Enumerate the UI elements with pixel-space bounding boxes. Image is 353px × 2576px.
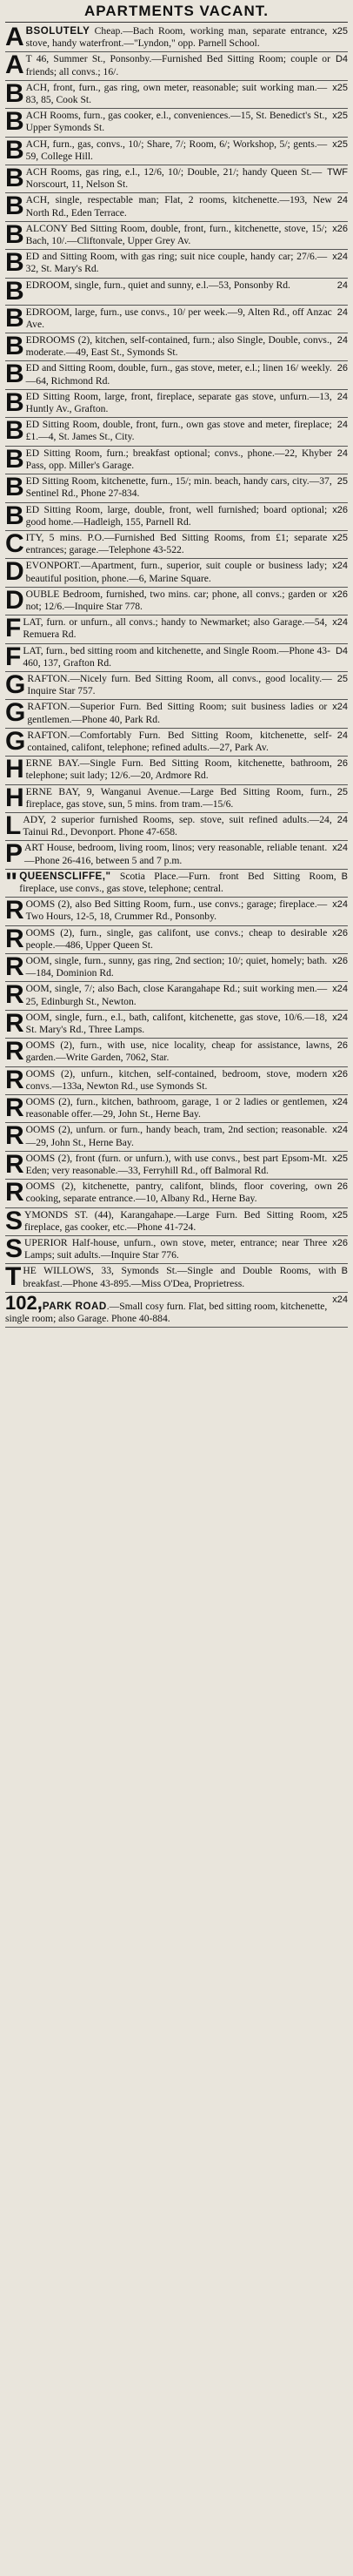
ad-code: 25 [336,786,348,797]
ad-drop-initial: B [5,278,24,306]
classified-ad [5,306,348,333]
ad-text: OOMS (2), unfurn. or furn., handy beach, tram, 2nd section; reasonable.—29, John St., Herne Bay. [25,1124,328,1148]
ad-drop-initial: R [5,954,24,981]
ad-code: 26 [336,758,348,770]
classified-ad [5,333,348,361]
classified-ad [5,926,348,954]
ad-code: 25 [336,476,348,488]
classified-ad [5,644,348,672]
ad-code: x25 [332,26,348,37]
ad-drop-initial: R [5,1010,24,1038]
ad-drop-initial: S [5,1207,23,1235]
ad-drop-initial: R [5,898,24,925]
classified-ad [5,841,348,869]
ad-text: OOMS (2), furn., kitchen, bathroom, garage, 1 or 2 ladies or gentlemen, reasonable offer.—29, John St., Herne Bay. [25,1096,328,1120]
ad-code: x26 [332,589,348,600]
ad-drop-initial: H [5,784,24,812]
ad-code: 24 [336,279,348,291]
ad-drop-initial: R [5,1151,24,1179]
ad-drop-initial: R [5,1180,24,1207]
classified-ad [5,672,348,700]
classified-ad [5,870,348,898]
ad-text: LAT, furn., bed sitting room and kitchenette, and Single Room.—Phone 43-460, 137, Grafton Rd. [23,644,330,669]
ad-drop-initial: S [5,1236,23,1264]
ad-text: OOMS (2), kitchenette, pantry, califont, blinds, floor covering, own cooking, separate entrance.—10, Albany Rd., Herne Bay. [25,1180,332,1205]
ad-code: x25 [332,1153,348,1164]
classified-ad [5,250,348,278]
ad-text: EDROOM, single, furn., quiet and sunny, e.l.—53, Ponsonby Rd. [25,279,290,291]
ad-code: 24 [336,420,348,431]
ad-drop-initial: B [5,418,24,446]
ad-text: ED Sitting Room, kitchenette, furn., 15/; min. beach, handy cars, city.—37, Sentinel Rd., Phone 27-834. [25,475,332,500]
ad-drop-initial: B [5,109,24,137]
ad-code: 26 [336,1040,348,1052]
ad-drop-initial: B [5,250,24,278]
ad-drop-initial: 102, [5,1292,43,1314]
classified-ad [5,1095,348,1123]
ad-text: ED Sitting Room, double, front, furn., own gas stove and meter, fireplace; £1.—4, St. James St., City. [25,419,332,443]
ad-drop-initial: B [5,137,24,165]
section-heading: APARTMENTS VACANT. [84,3,269,19]
ad-text: OOMS (2), unfurn., kitchen, self-contained, bedroom, stove, modern convs.—133a, Newton Rd., use Symonds St. [25,1067,328,1092]
ad-code: 24 [336,306,348,318]
ad-code: 24 [336,335,348,346]
classified-ad [5,503,348,531]
ad-text: RAFTON.—Nicely furn. Bed Sitting Room, all convs., good locality.—Inquire Star 757. [27,672,332,697]
ad-code: B [341,1266,348,1277]
ad-drop-initial: B [5,474,24,502]
classified-ad [5,785,348,813]
ad-drop-initial: B [5,361,24,389]
ad-text: EDROOM, large, furn., use convs., 10/ per week.—9, Alten Rd., off Anzac Ave. [25,306,332,330]
ad-drop-initial: C [5,530,24,558]
ad-drop-initial: F [5,643,22,671]
ad-text: ART House, bedroom, living room, linos; very reasonable, reliable tenant.—Phone 26-416, between 5 and 7 p.m. [24,842,328,866]
ad-drop-initial: R [5,1066,24,1094]
ad-code: 26 [336,1181,348,1193]
ad-drop-initial: B [5,80,24,108]
ad-text: RAFTON.—Comfortably Furn. Bed Sitting Room, kitchenette, self-contained, califont, telephone; refined adults.—27, Park Av. [27,729,332,753]
ad-code: 24 [336,730,348,741]
ad-text: UPERIOR Half-house, unfurn., own stove, meter, entrance; near Three Lamps; suit adults.—Inquire Star 776. [24,1237,328,1261]
ad-text: Cheap.—Bach Room, working man, separate entrance, stove, handy waterfront.—"Lyndon," opp. Parnell School. [25,25,328,50]
ad-text: ITY, 5 mins. P.O.—Furnished Bed Sitting Rooms, from £1; separate entrances; garage.—Telephone 43-522. [25,531,328,556]
ad-code: x25 [332,111,348,122]
ad-drop-initial: F [5,615,22,643]
ad-code: x24 [332,1125,348,1136]
ad-text: ADY, 2 superior furnished Rooms, sep. stove, suit refined adults.—24, Tainui Rd., Devonport. Phone 47-658. [23,813,332,838]
ad-code: x25 [332,1209,348,1221]
ad-code: x24 [332,984,348,995]
ad-code: x26 [332,927,348,938]
ad-code: x24 [332,899,348,911]
ad-drop-initial: G [5,671,26,699]
classified-ad [5,109,348,137]
ad-text: ACH, furn., gas, convs., 10/; Share, 7/; Room, 6/; Workshop, 5/; gents.—59, College Hill. [25,138,328,162]
ad-drop-initial: G [5,700,26,728]
ad-code: x24 [332,561,348,572]
ad-text: OUBLE Bedroom, furnished, two mins. car; phone, all convs.; garden or not; 12/6.—Inquire Star 778. [25,588,328,612]
classified-ad [5,1152,348,1180]
classified-ads-column [5,24,348,1328]
classified-ad [5,1180,348,1207]
classified-ad [5,700,348,728]
ad-drop-initial: H [5,757,24,784]
ad-code: x25 [332,138,348,150]
classified-ad [5,1039,348,1066]
ad-code: x24 [332,252,348,263]
ad-drop-initial: R [5,982,24,1010]
ad-drop-initial: B [5,333,24,361]
ad-drop-initial: R [5,1095,24,1123]
ad-text: OOM, single, furn., e.l., bath, califont, kitchenette, gas stove, 10/6.—18, St. Mary's Rd., Three Lamps. [25,1011,328,1036]
ad-text: OOM, single, 7/; also Bach, close Karangahape Rd.; suit working men.—25, Edinburgh St., Newton. [25,983,328,1007]
ad-text: ED Sitting Room, large, front, fireplace, separate gas stove, unfurn.—13, Huntly Av., Grafton. [25,390,332,415]
classified-ad [5,615,348,643]
classified-ad [5,898,348,925]
ad-text: HE WILLOWS, 33, Symonds St.—Single and Double Rooms, with breakfast.—Phone 43-895.—Miss O'Dea, Proprietress. [23,1265,336,1289]
ad-drop-initial: A [5,52,24,80]
classified-ad [5,361,348,389]
ad-drop-initial: B [5,502,24,530]
classified-ad [5,1236,348,1264]
ad-drop-initial: A [5,24,24,51]
ad-drop-initial: T [5,1264,22,1292]
ad-text: OOMS (2), furn., single, gas califont, use convs.; cheap to desirable people.—486, Upper Queen St. [25,926,328,951]
ad-text: .—Small cosy furn. Flat, bed sitting room, kitchenette, single room; also Garage. Phone 40-884. [5,1300,328,1325]
ad-drop-initial: B [5,165,24,193]
ad-drop-initial: R [5,1039,24,1066]
ad-text: ED and Sitting Room, double, furn., gas stove, meter, e.l.; linen 16/ weekly.—64, Richmond Rd. [25,362,332,387]
ad-code: x24 [332,617,348,629]
classified-ad [5,954,348,982]
ad-code: x26 [332,1068,348,1079]
ad-code: x26 [332,504,348,515]
classified-ad [5,757,348,784]
ad-code: x25 [332,532,348,543]
classified-ad [5,1208,348,1236]
ad-text: EDROOMS (2), kitchen, self-contained, furn.; also Single, Double, convs., moderate.—49, East St., Symonds St. [25,334,332,359]
ad-text: ED Sitting Room, large, double, front, well furnished; board optional; good home.—Hadleigh, 155, Parnell Rd. [25,503,328,528]
ad-code: TWF [327,167,348,178]
classified-ad [5,1011,348,1039]
ad-code: x26 [332,1238,348,1249]
classified-ad [5,52,348,80]
classified-ad [5,1123,348,1151]
ad-code: 25 [336,673,348,684]
classified-ad [5,418,348,446]
classified-ad [5,1293,348,1328]
ad-text: ACH Rooms, furn., gas cooker, e.l., conveniences.—15, St. Benedict's St., Upper Symonds St. [25,110,328,134]
ad-code: 24 [336,814,348,825]
ad-drop-initial: B [5,389,24,417]
classified-ad [5,588,348,615]
classified-ad [5,24,348,52]
classified-ad [5,138,348,165]
ad-drop-initial: B [5,193,24,221]
ad-code: x24 [332,1097,348,1108]
ad-drop-initial: D [5,587,24,615]
ad-drop-initial: R [5,925,24,953]
classified-ad [5,559,348,587]
ad-code: x24 [332,702,348,713]
ad-drop-initial: " [5,869,18,897]
ad-text: EVONPORT.—Apartment, furn., superior, suit couple or business lady; beautiful position, phone.—6, Marine Square. [25,560,328,584]
ad-text: ALCONY Bed Sitting Room, double, front, furn., kitchenette, stove, 15/; Bach, 10/.—Cliftonvale, Upper Grey Av. [25,222,328,247]
ad-code: x24 [332,843,348,854]
ad-text: YMONDS ST. (44), Karangahape.—Large Furn. Bed Sitting Room, fireplace, gas cooker, etc.—Phone 41-724. [24,1208,328,1233]
ad-code: 24 [336,447,348,459]
ad-text: OOMS (2), also Bed Sitting Room, furn., use convs.; garage; fireplace.—Two Hours, 12-5, 18, Crummer Rd., Ponsonby. [25,898,328,923]
ad-drop-initial: B [5,221,24,249]
ad-lead-word: QUEENSCLIFFE," [19,870,111,882]
ad-code: x24 [332,1012,348,1023]
ad-text: ED and Sitting Room, with gas ring; suit nice couple, handy car; 27/6.—32, St. Mary's Rd. [25,251,328,275]
classified-ad [5,390,348,418]
ad-text: ED Sitting Room, furn.; breakfast optional; convs., phone.—22, Khyber Pass, opp. Miller's Garage. [25,447,332,471]
ad-drop-initial: B [5,446,24,474]
classified-ad [5,982,348,1010]
heading-rule [5,22,348,23]
classified-ad [5,165,348,193]
ad-drop-initial: B [5,305,24,333]
ad-code: 24 [336,391,348,402]
ad-text: Scotia Place.—Furn. front Bed Sitting Room, fireplace, use convs., gas stove, telephone; central. [19,870,336,894]
classified-ad [5,474,348,502]
ad-text: ACH, single, respectable man; Flat, 2 rooms, kitchenette.—193, New North Rd., Eden Terrace. [25,194,332,219]
ad-text: LAT, furn. or unfurn., all convs.; handy to Newmarket; also Garage.—54, Remuera Rd. [23,616,328,641]
ad-text: ACH, front, furn., gas ring, own meter, reasonable; suit working man.—83, 85, Cook St. [25,81,328,106]
ad-text: OOM, single, furn., sunny, gas ring, 2nd section; 10/; quiet, homely; bath.—184, Dominion Rd. [25,955,328,979]
ad-code: B [341,871,348,882]
ad-code: 26 [336,363,348,374]
ad-code: x26 [332,956,348,966]
ad-text: RAFTON.—Superior Furn. Bed Sitting Room; suit business ladies or gentlemen.—Phone 40, Park Rd. [27,701,328,725]
ad-drop-initial: D [5,559,24,587]
classified-ad [5,81,348,109]
classified-ad [5,729,348,757]
ad-lead-word: PARK ROAD [42,1300,107,1312]
ad-text: OOMS (2), furn., with use, nice locality, cheap for assistance, lawns, garden.—Write Garden, 7062, Star. [25,1039,332,1064]
ad-code: 24 [336,195,348,206]
ad-text: ERNE BAY.—Single Furn. Bed Sitting Room, kitchenette, bathroom, telephone; suit lady; 12/6.—20, Ardmore Rd. [25,757,332,782]
classified-ad [5,447,348,474]
classified-ad [5,279,348,306]
classified-ad [5,1067,348,1095]
ad-drop-initial: L [5,812,22,840]
ad-text: ACH Rooms, gas ring, e.l., 12/6, 10/; Double, 21/; handy Queen St.—Norscourt, 11, Nelson St. [25,166,323,191]
ad-drop-initial: P [5,841,23,869]
ad-lead-word: BSOLUTELY [25,25,90,37]
ad-text: T 46, Summer St., Ponsonby.—Furnished Bed Sitting Room; couple or friends; all convs.; 16/. [25,53,330,77]
ad-code: x26 [332,223,348,234]
ad-text: OOMS (2), front (furn. or unfurn.), with use convs., best part Epsom-Mt. Eden; very reasonable.—33, Ferryhill Rd., off Balmoral Rd. [25,1152,328,1177]
classified-ad [5,222,348,250]
ad-text: ERNE BAY, 9, Wanganui Avenue.—Large Bed Sitting Room, furn., fireplace, gas stove, sun, 5 mins. from tram.—15/6. [25,785,332,810]
classified-ad [5,193,348,221]
classified-ad [5,531,348,559]
ad-drop-initial: R [5,1123,24,1151]
ad-code: x24 [332,1294,348,1305]
classified-ad [5,813,348,841]
classified-ad [5,1264,348,1292]
ad-code: D4 [335,645,348,656]
ad-code: D4 [335,54,348,65]
ad-drop-initial: G [5,728,26,756]
ad-code: x25 [332,82,348,93]
